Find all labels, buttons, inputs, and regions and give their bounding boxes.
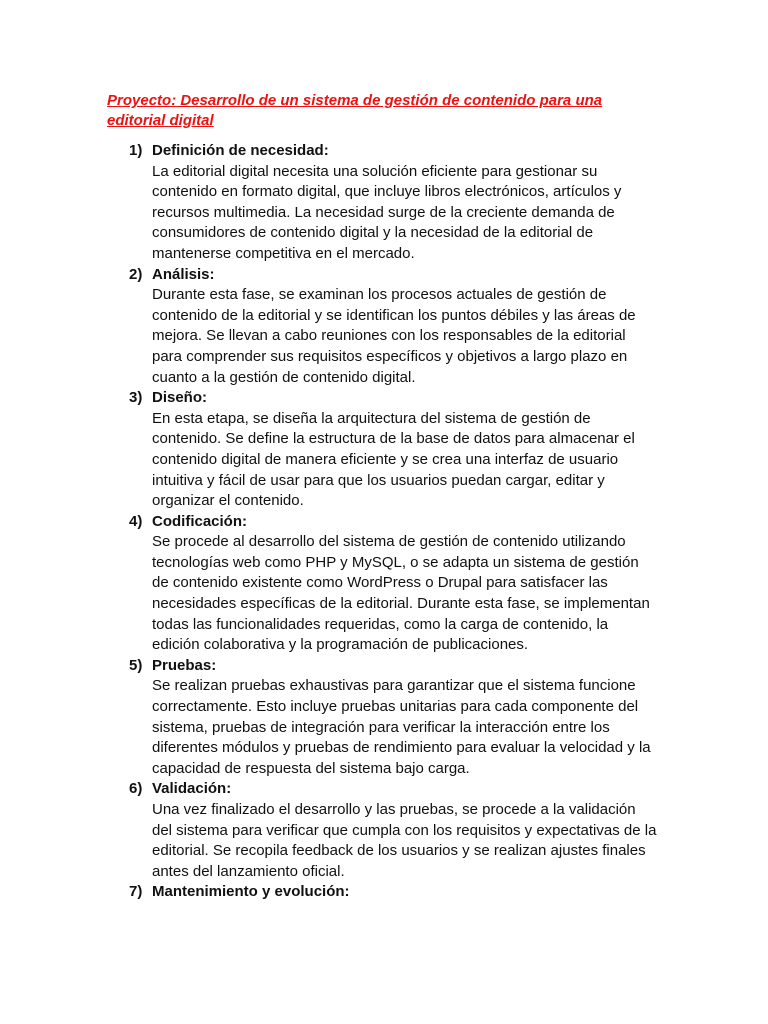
section-heading: Codificación: [152,512,248,530]
document-title [107,91,667,131]
section-item [107,779,667,882]
body-line: contenido en formato digital, que incluye libros electrónicos, artículos y [152,183,622,201]
section-heading: Validación: [152,780,232,798]
section-number: 7) [129,883,143,901]
body-line: del sistema para verificar que cumpla con los requisitos y expectativas de la [152,821,657,839]
body-line: Se procede al desarrollo del sistema de gestión de contenido utilizando [152,533,626,551]
body-line: edición colaborativa y la programación de publicaciones. [152,636,529,654]
body-line: necesidades específicas de la editorial. Durante esta fase, se implementan [152,595,650,613]
section-list [107,141,667,903]
body-line: todas las funcionalidades requeridas, como la carga de contenido, la [152,615,609,633]
body-line: cuanto a la gestión de contenido digital. [152,368,416,386]
body-line: sistema, pruebas de integración para verificar la interacción entre los [152,718,610,736]
body-line: correctamente. Esto incluye pruebas unitarias para cada componente del [152,698,639,716]
body-line: Durante esta fase, se examinan los procesos actuales de gestión de [152,286,607,304]
body-line: editorial. Se recopila feedback de los usuarios y se realizan ajustes finales [152,842,646,860]
body-line: La editorial digital necesita una solución eficiente para gestionar su [152,162,598,180]
section-heading: Análisis: [152,265,215,283]
body-line: tecnologías web como PHP y MySQL, o se adapta un sistema de gestión [152,553,639,571]
section-number: 1) [129,142,143,159]
section-body [152,676,667,779]
body-line: Una vez finalizado el desarrollo y las pruebas, se procede a la validación [152,801,636,818]
body-line: para comprender sus requisitos específicos y objetivos a largo plazo en [152,347,628,365]
body-line: capacidad de respuesta del sistema bajo carga. [152,759,470,777]
section-heading: Diseño: [152,389,208,407]
section-item [107,656,667,780]
section-heading: Mantenimiento y evolución: [152,883,350,901]
section-number: 2) [129,265,143,283]
body-line: intuitiva y fácil de usar para que los usuarios puedan cargar, editar y [152,471,605,489]
section-body [152,285,667,388]
section-body [152,162,667,265]
section-number: 4) [129,512,143,530]
section-body [152,409,667,512]
section-number: 6) [129,780,143,798]
section-body [152,532,667,656]
title-line: editorial digital [107,112,214,129]
body-line: recursos multimedia. La necesidad surge de la creciente demanda de [152,203,615,221]
body-line: de contenido existente como WordPress o Drupal para satisfacer las [152,574,608,592]
section-number: 3) [129,389,143,407]
section-number: 5) [129,656,143,674]
body-line: antes del lanzamiento oficial. [152,862,345,880]
body-line: mantenerse competitiva en el mercado. [152,244,415,262]
body-line: contenido. Se define la estructura de la base de datos para almacenar el [152,430,635,448]
body-line: organizar el contenido. [152,492,304,510]
section-heading: Pruebas: [152,656,217,674]
body-line: contenido digital de manera eficiente y se crea una interfaz de usuario [152,450,619,468]
body-line: consumidores de contenido digital y la necesidad de la editorial de [152,224,594,242]
section-item [107,512,667,656]
title-line: Proyecto: Desarrollo de un sistema de gestión de contenido para una [107,92,603,109]
body-line: mejora. Se llevan a cabo reuniones con los responsables de la editorial [152,327,626,345]
body-line: Se realizan pruebas exhaustivas para garantizar que el sistema funcione [152,677,636,695]
section-item [107,141,667,265]
body-line: diferentes módulos y pruebas de rendimiento para evaluar la velocidad y la [152,739,651,757]
section-body [152,800,667,882]
section-item [107,388,667,512]
section-item [107,265,667,389]
section-heading: Definición de necesidad: [152,142,329,159]
section-item [107,882,667,903]
body-line: En esta etapa, se diseña la arquitectura del sistema de gestión de [152,409,591,427]
body-line: contenido de la editorial y se identifican los puntos débiles y las áreas de [152,306,636,324]
